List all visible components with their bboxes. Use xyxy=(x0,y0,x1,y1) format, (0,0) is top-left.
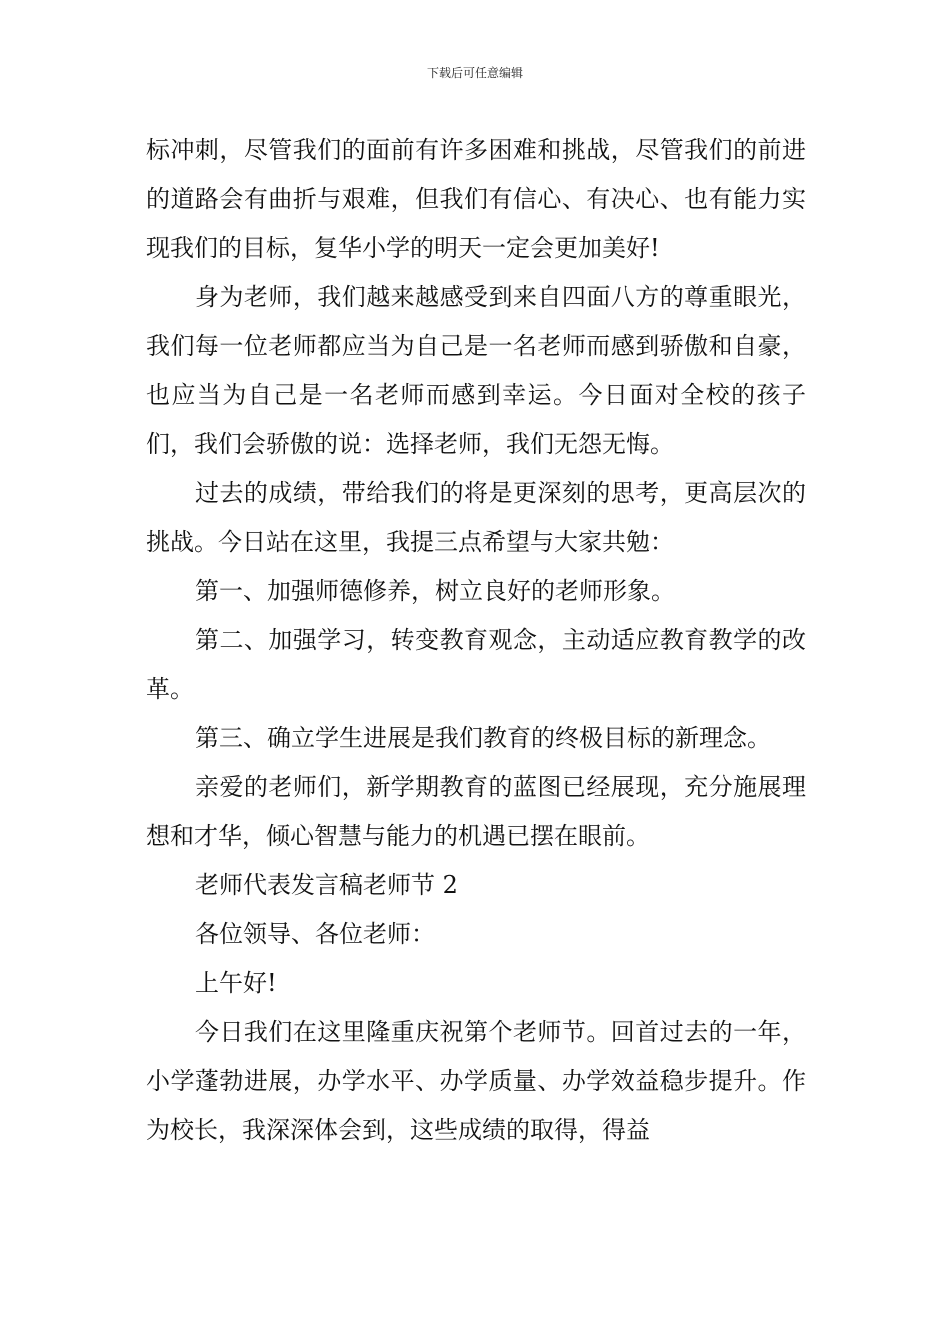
paragraph-5: 第二、加强学习，转变教育观念，主动适应教育教学的改革。 xyxy=(146,626,806,703)
paragraph-2: 身为老师，我们越来越感受到来自四面八方的尊重眼光，我们每一位老师都应当为自己是一名老师而感到骄傲和自豪，也应当为自己是一名老师而感到幸运。今日面对全校的孩子们，我们会骄傲的说：选择老师，我们无怨无悔。 xyxy=(146,283,806,458)
paragraph-7: 亲爱的老师们，新学期教育的蓝图已经展现，充分施展理想和才华，倾心智慧与能力的机遇已摆在眼前。 xyxy=(146,773,806,850)
paragraph-11: 今日我们在这里隆重庆祝第个老师节。回首过去的一年，小学蓬勃进展，办学水平、办学质量、办学效益稳步提升。作为校长，我深深体会到，这些成绩的取得，得益 xyxy=(146,1018,806,1144)
paragraph-3: 过去的成绩，带给我们的将是更深刻的思考，更高层次的挑战。今日站在这里，我提三点希望与大家共勉： xyxy=(146,479,806,556)
page-header-note: 下载后可任意编辑 xyxy=(426,66,523,80)
document-body xyxy=(146,126,806,1155)
paragraph-6: 第三、确立学生进展是我们教育的终极目标的新理念。 xyxy=(195,724,771,752)
greeting: 上午好! xyxy=(195,969,277,997)
section-title: 老师代表发言稿老师节 2 xyxy=(195,871,458,899)
salutation: 各位领导、各位老师： xyxy=(195,920,435,948)
paragraph-1: 标冲刺，尽管我们的面前有许多困难和挑战，尽管我们的前进的道路会有曲折与艰难，但我们有信心、有决心、也有能力实现我们的目标，复华小学的明天一定会更加美好! xyxy=(146,136,806,262)
paragraph-4: 第一、加强师德修养，树立良好的老师形象。 xyxy=(195,577,675,605)
